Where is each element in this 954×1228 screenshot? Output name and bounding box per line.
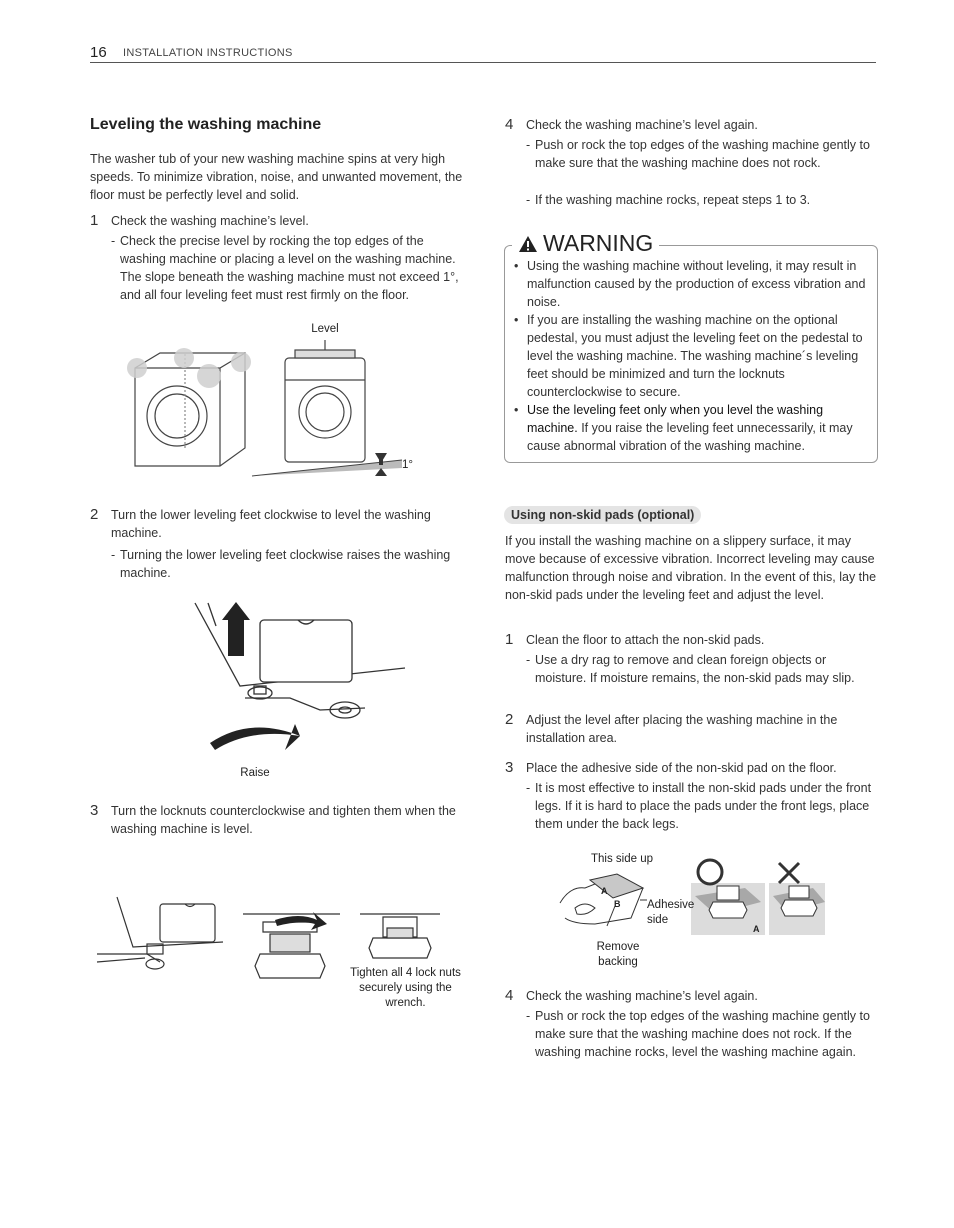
nonskid-heading: Using non-skid pads (optional) xyxy=(504,506,701,524)
step-number: 1 xyxy=(505,631,514,648)
step-text: Place the adhesive side of the non-skid pad on the floor. xyxy=(526,761,837,775)
tighten-caption: Tighten all 4 lock nuts securely using the wrench. xyxy=(350,967,461,1009)
page-title: Leveling the washing machine xyxy=(90,116,322,133)
step-subtext: - Turning the lower leveling feet clockwise raises the washing machine. xyxy=(111,548,451,580)
warning-emphasis: Use the leveling feet only when you level the washing machine. xyxy=(527,403,824,435)
step-number: 3 xyxy=(90,802,99,819)
step-subtext: - Check the precise level by rocking the top edges of the washing machine or placing a level on the washing machine. The slope beneath the washing machine must not exceed 1°, and all four leveling feet must rest firmly on the floor. xyxy=(111,234,459,302)
page-number: 16 xyxy=(90,44,107,61)
raise-label: Raise xyxy=(240,767,270,779)
step-text: Turn the lower leveling feet clockwise to level the washing machine. xyxy=(111,508,431,540)
label-b: B xyxy=(614,899,621,909)
step-subtext: - Use a dry rag to remove and clean foreign objects or moisture. If moisture remains, the non-skid pads may slip. xyxy=(526,653,855,685)
step-number: 3 xyxy=(505,759,514,776)
level-label: Level xyxy=(311,323,339,335)
angle-label: 1° xyxy=(402,459,413,471)
warning-list xyxy=(514,257,870,455)
step-subtext: - It is most effective to install the non-skid pads under the front legs. If it is hard to place the pads under the front legs, place them under the back legs. xyxy=(526,781,872,831)
this-side-up-label: This side up xyxy=(590,853,653,865)
step-text: Adjust the level after placing the washing machine in the installation area. xyxy=(526,713,838,745)
nonskid-intro: If you install the washing machine on a slippery surface, it may move because of excessive vibration. Incorrect leveling may cause malfunction through noise and vibration. In the event of this, lay the non-skid pads under the leveling feet and adjust the level. xyxy=(505,534,877,602)
warning-heading xyxy=(512,230,659,257)
section-title: INSTALLATION INSTRUCTIONS xyxy=(123,47,293,59)
warning-item: • Using the washing machine without leveling, it may result in malfunction caused by the production of excess vibration and noise. xyxy=(514,257,870,311)
remove-backing-label: Remove backing xyxy=(596,941,640,968)
label-a: A xyxy=(601,886,608,896)
adhesive-label: Adhesive side xyxy=(647,899,695,926)
step-number: 1 xyxy=(90,212,99,229)
step-subtext: - Push or rock the top edges of the washing machine gently to make sure that the washing machine does not rock. If the washing machine rocks, level the washing machine again. xyxy=(526,1009,870,1059)
header-rule xyxy=(90,62,876,63)
step-text: Check the washing machine’s level again. xyxy=(526,118,758,132)
label-a-floor: A xyxy=(753,924,760,934)
step-text: Check the washing machine’s level again. xyxy=(526,989,758,1003)
step-text: Clean the floor to attach the non-skid pads. xyxy=(526,633,765,647)
step-number: 2 xyxy=(505,711,514,728)
warning-item: • If you are installing the washing machine on the optional pedestal, you must adjust the leveling feet on the pedestal to level the washing machine. The washing machine´s leveling feet should be minimized and turn the locknuts counterclockwise to secure. xyxy=(514,311,870,401)
raise-feet-illustration xyxy=(190,598,410,758)
step-number: 4 xyxy=(505,116,514,133)
step-text: Check the washing machine’s level. xyxy=(111,214,309,228)
step-number: 2 xyxy=(90,506,99,523)
step-subtext: - Push or rock the top edges of the washing machine gently to make sure that the washing machine does not rock. xyxy=(526,138,870,170)
step-text: Turn the locknuts counterclockwise and tighten them when the washing machine is level. xyxy=(111,804,456,836)
warning-item: • Use the leveling feet only when you level the washing machine. If you raise the leveling feet unnecessarily, it may cause abnormal vibration of the washing machine. xyxy=(514,401,870,455)
level-check-illustration xyxy=(120,318,420,486)
intro-paragraph: The washer tub of your new washing machine spins at very high speeds. To minimize vibration, noise, and unwanted movement, the floor must be perfectly level and solid. xyxy=(90,152,463,202)
step-number: 4 xyxy=(505,987,514,1004)
step-subtext: - If the washing machine rocks, repeat steps 1 to 3. xyxy=(526,193,811,207)
warning-triangle-icon xyxy=(518,235,538,253)
warning-title: WARNING xyxy=(543,230,654,256)
